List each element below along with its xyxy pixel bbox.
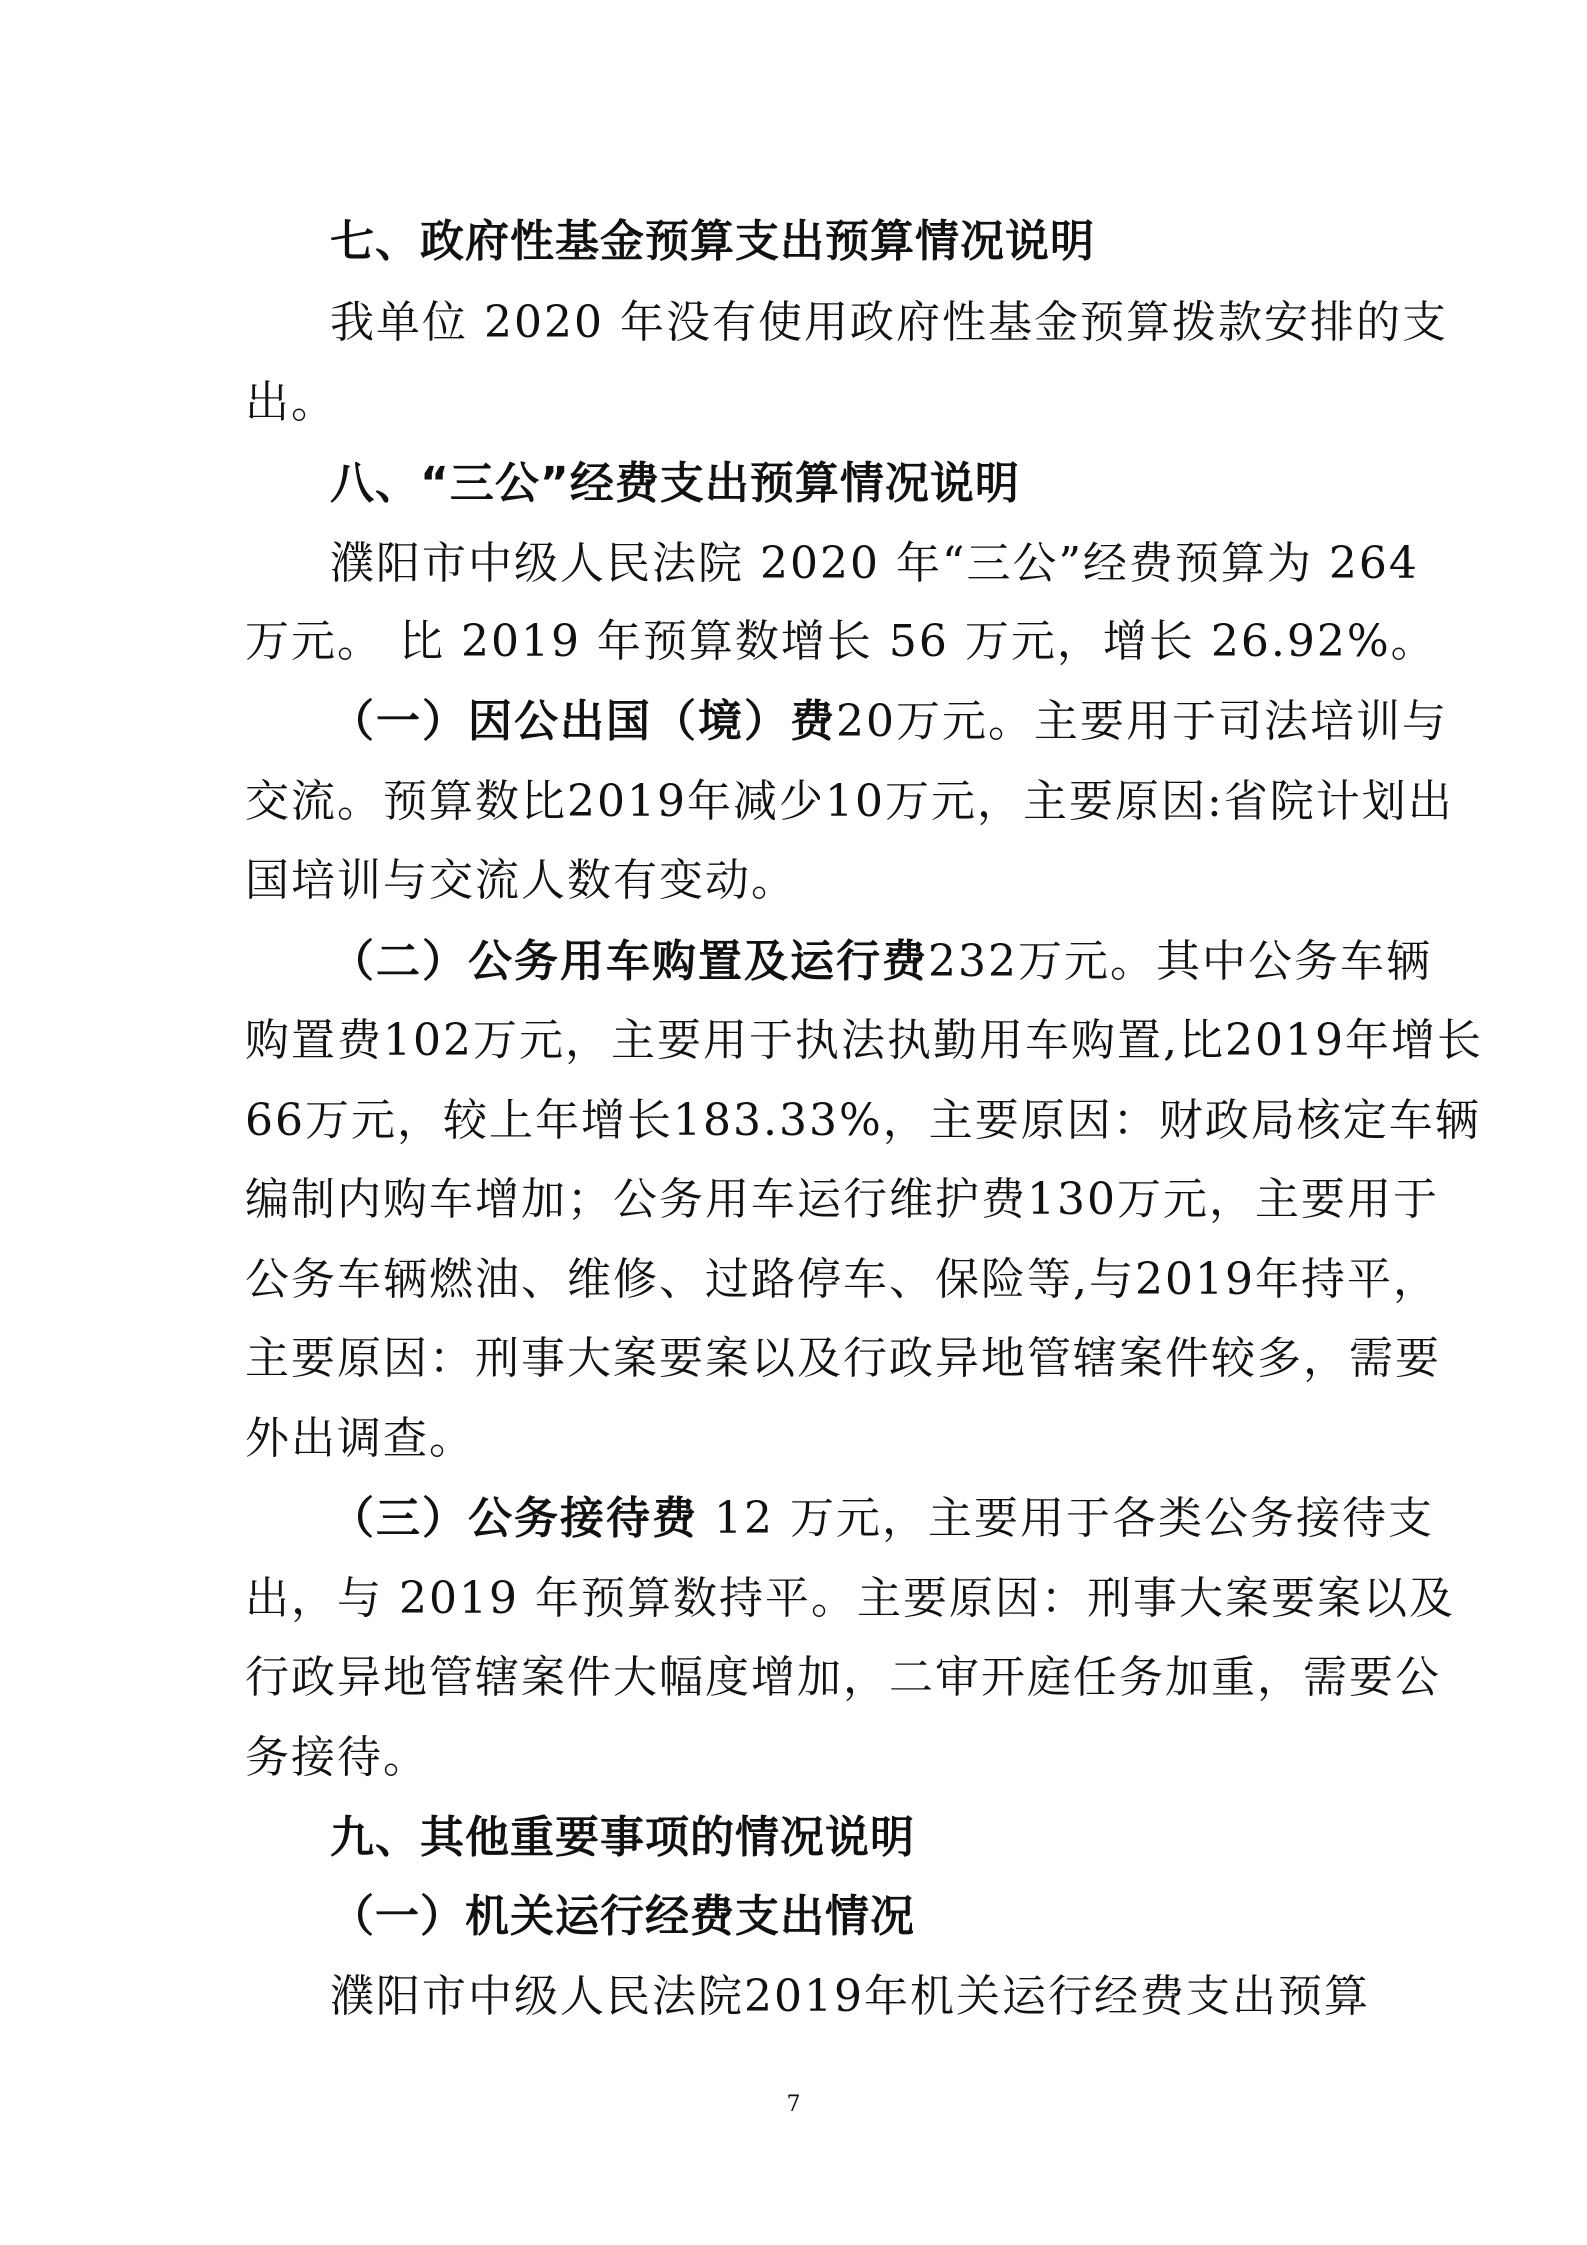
- item-2-text: 232万元。其中公务车辆: [928, 936, 1432, 987]
- section-8-heading: 八、“三公”经费支出预算情况说明: [330, 458, 1020, 509]
- section-7-heading: 七、政府性基金预算支出预算情况说明: [330, 216, 1095, 267]
- paragraph-line: 编制内购车增加；公务用车运行维护费130万元，主要用于: [245, 1174, 1439, 1225]
- paragraph-line: 国培训与交流人数有变动。: [245, 855, 797, 906]
- paragraph-line: 主要原因：刑事大案要案以及行政异地管辖案件较多，需要: [245, 1333, 1441, 1384]
- paragraph-line: 濮阳市中级人民法院2019年机关运行经费支出预算: [330, 1971, 1370, 2022]
- paragraph-line: 外出调查。: [245, 1413, 475, 1464]
- item-2-label: （二）公务用车购置及运行费: [330, 936, 928, 987]
- paragraph-line: 购置费102万元，主要用于执法执勤用车购置,比2019年增长: [245, 1015, 1483, 1066]
- paragraph-line: 出，与 2019 年预算数持平。主要原因：刑事大案要案以及: [245, 1573, 1455, 1624]
- item-1-label: （一）因公出国（境）费: [330, 696, 836, 747]
- paragraph-line: 我单位 2020 年没有使用政府性基金预算拨款安排的支: [330, 297, 1448, 348]
- section-9-subheading: （一）机关运行经费支出情况: [330, 1891, 915, 1942]
- paragraph-line: 行政异地管辖案件大幅度增加，二审开庭任务加重，需要公: [245, 1652, 1441, 1703]
- item-2-first-line: [330, 934, 1432, 990]
- section-9-heading: 九、其他重要事项的情况说明: [330, 1812, 915, 1863]
- item-3-first-line: [330, 1491, 1434, 1547]
- paragraph-line: 濮阳市中级人民法院 2020 年“三公”经费预算为 264: [330, 538, 1419, 589]
- paragraph-line: 务接待。: [245, 1732, 429, 1783]
- item-3-label: （三）公务接待费: [330, 1493, 698, 1544]
- item-1-text: 20万元。主要用于司法培训与: [836, 696, 1448, 747]
- item-1-first-line: [330, 694, 1448, 750]
- page-number: 7: [786, 2092, 801, 2117]
- paragraph-line: 公务车辆燃油、维修、过路停车、保险等,与2019年持平，: [245, 1254, 1439, 1305]
- paragraph-line: 出。: [245, 377, 337, 428]
- item-3-text: 12 万元，主要用于各类公务接待支: [698, 1493, 1434, 1544]
- paragraph-line: 万元。 比 2019 年预算数增长 56 万元，增长 26.92%。: [245, 616, 1437, 667]
- paragraph-line: 交流。预算数比2019年减少10万元，主要原因:省院计划出: [245, 776, 1454, 827]
- paragraph-line: 66万元，较上年增长183.33%，主要原因：财政局核定车辆: [245, 1095, 1481, 1146]
